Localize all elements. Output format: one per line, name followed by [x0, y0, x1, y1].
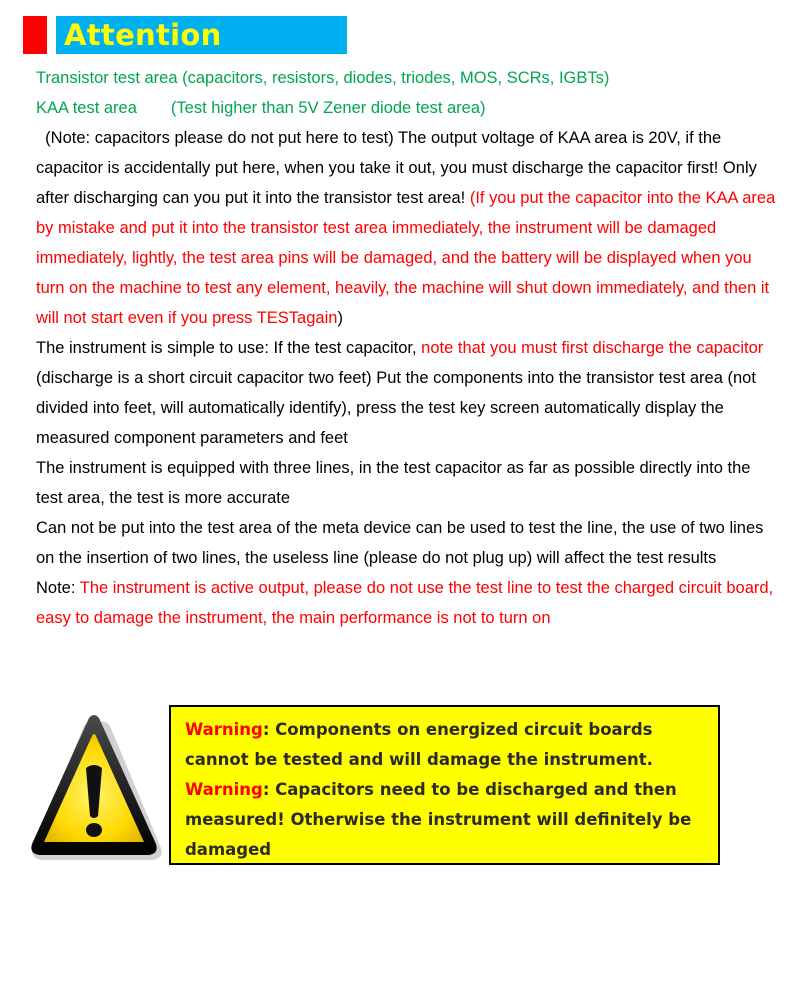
- usage-instructions: [36, 333, 776, 453]
- warning-energized-text: : Components on energized circuit boards cannot be tested and will damage the instrument.: [185, 720, 653, 769]
- warning-triangle-icon: [26, 712, 162, 860]
- discharge-warning: note that you must first discharge the capacitor: [421, 339, 764, 357]
- warning-energized-boards: [185, 715, 715, 775]
- kaa-area-line: [36, 93, 776, 123]
- active-output-warning: The instrument is active output, please do not use the test line to test the charged circuit board, easy to damage the instrument, the main performance is not to turn on: [36, 579, 778, 627]
- usage-text-end: (discharge is a short circuit capacitor two feet) Put the components into the transistor test area (not divided into feet, will automatically identify), press the test key screen automatically display the measured component parameters and feet: [36, 369, 756, 447]
- warning-text: [185, 715, 715, 865]
- kaa-area-note: (Test higher than 5V Zener diode test area): [170, 99, 486, 117]
- instructions-body: [36, 63, 780, 633]
- title-accent-bar: [23, 16, 47, 54]
- usage-text-start: The instrument is simple to use: If the test capacitor,: [36, 339, 422, 357]
- warning-label: Warning: [185, 780, 263, 799]
- kaa-note-text: (Note: capacitors please do not put here to test) The output voltage of KAA area is 20V, if the capacitor is accidentally put here, when you take it out, you must discharge the capacitor first! Only after discharging can you put it into the transistor test area!: [36, 129, 762, 207]
- note-label: Note:: [36, 579, 80, 597]
- kaa-note-close: ): [337, 309, 343, 327]
- test-line-usage: Can not be put into the test area of the meta device can be used to test the line, the use of two lines on the insertion of two lines, the useless line (please do not plug up) will affect the test results: [36, 519, 764, 567]
- warning-box: [169, 705, 720, 865]
- test-lines-info: The instrument is equipped with three lines, in the test capacitor as far as possible directly into the test area, the test is more accurate: [36, 459, 751, 507]
- active-output-note: [36, 573, 776, 633]
- warning-discharge-capacitors: [185, 775, 715, 865]
- kaa-area-label: KAA test area: [36, 99, 137, 117]
- kaa-capacitor-note: [36, 123, 780, 333]
- transistor-area-line: Transistor test area (capacitors, resistors, diodes, triodes, MOS, SCRs, IGBTs): [36, 69, 610, 87]
- kaa-damage-warning: (If you put the capacitor into the KAA area by mistake and put it into the transistor test area immediately, the instrument will be damaged immediately, lightly, the test area pins will be damaged, and the battery will be displayed when you turn on the machine to test any element, heavily, the machine will shut down immediately, and then it will not start even if you press TESTagain: [36, 189, 780, 327]
- warning-label: Warning: [185, 720, 263, 739]
- warning-discharge-text: : Capacitors need to be discharged and then measured! Otherwise the instrument will definitely be damaged: [185, 780, 692, 859]
- page-title: Attention: [64, 18, 222, 52]
